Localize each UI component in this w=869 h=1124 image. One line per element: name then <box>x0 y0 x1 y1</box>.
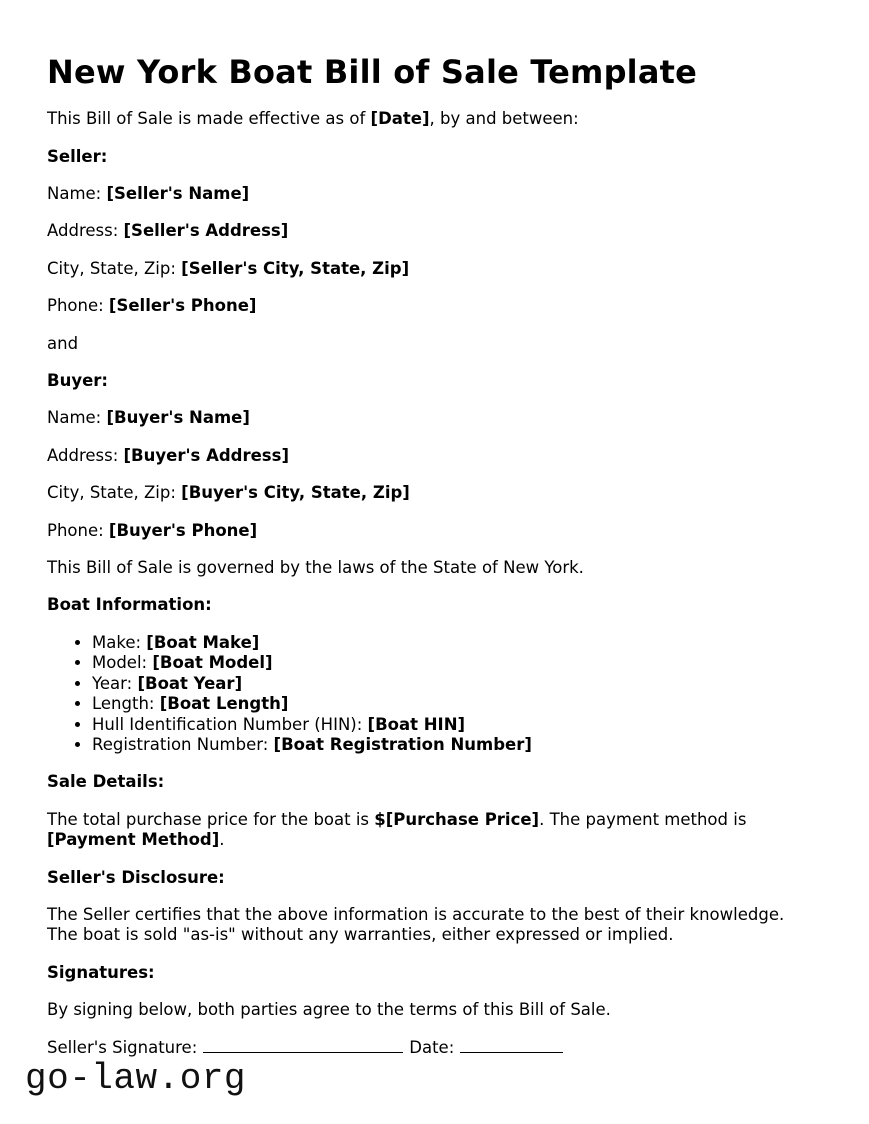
sellers-disclosure-heading: Seller's Disclosure: <box>47 867 225 887</box>
boat-registration-label: Registration Number: <box>92 734 274 754</box>
connector-text: and <box>47 333 79 353</box>
boat-year-placeholder: [Boat Year] <box>137 673 243 693</box>
sellers-disclosure-paragraph <box>47 905 823 946</box>
page-title: New York Boat Bill of Sale Template <box>47 53 698 91</box>
buyer-phone-placeholder: [Buyer's Phone] <box>108 520 258 540</box>
seller-address-label: Address: <box>47 221 124 241</box>
sale-details-pre: The total purchase price for the boat is <box>47 809 375 829</box>
boat-hin-item <box>92 715 823 735</box>
buyer-address-label: Address: <box>47 445 124 465</box>
sale-details-mid: . The payment method is <box>539 809 747 829</box>
seller-city-state-zip-label: City, State, Zip: <box>47 258 182 278</box>
boat-length-placeholder: [Boat Length] <box>159 694 289 714</box>
boat-year-label: Year: <box>92 673 138 693</box>
boat-model-label: Model: <box>92 653 153 673</box>
seller-name-label: Name: <box>47 184 107 203</box>
seller-name-row <box>47 184 823 204</box>
boat-information-list <box>47 633 823 755</box>
buyer-city-state-zip-row <box>47 483 823 503</box>
signature-date-label: Date: <box>409 1037 455 1057</box>
boat-length-item <box>92 694 823 714</box>
buyer-address-placeholder: [Buyer's Address] <box>123 445 289 465</box>
boat-information-heading: Boat Information: <box>47 595 212 615</box>
boat-hin-label: Hull Identification Number (HIN): <box>92 714 368 734</box>
seller-city-state-zip-row <box>47 259 823 279</box>
intro-post: , by and between: <box>429 109 579 129</box>
seller-signature-line <box>203 1039 403 1053</box>
buyer-name-label: Name: <box>47 408 107 428</box>
buyer-city-state-zip-placeholder: [Buyer's City, State, Zip] <box>181 483 410 503</box>
seller-city-state-zip-placeholder: [Seller's City, State, Zip] <box>181 258 410 278</box>
seller-phone-label: Phone: <box>47 296 109 316</box>
sale-details-post: . <box>219 830 225 850</box>
date-placeholder: [Date] <box>370 109 430 129</box>
seller-name-placeholder: [Seller's Name] <box>106 184 250 203</box>
boat-make-placeholder: [Boat Make] <box>146 632 260 652</box>
watermark-text: go-law.org <box>25 1058 247 1099</box>
boat-make-label: Make: <box>92 632 147 652</box>
buyer-phone-row <box>47 521 823 541</box>
boat-registration-placeholder: [Boat Registration Number] <box>273 734 532 754</box>
sale-details-heading: Sale Details: <box>47 772 165 792</box>
seller-heading: Seller: <box>47 146 108 166</box>
signature-date-line <box>460 1039 563 1053</box>
payment-method-placeholder: [Payment Method] <box>47 830 220 850</box>
boat-model-placeholder: [Boat Model] <box>152 653 273 673</box>
buyer-name-placeholder: [Buyer's Name] <box>106 408 250 428</box>
disclosure-line2: The boat is sold "as-is" without any warranties, either expressed or implied. <box>47 925 674 945</box>
boat-hin-placeholder: [Boat HIN] <box>367 714 466 734</box>
disclosure-line1: The Seller certifies that the above information is accurate to the best of their knowledge. <box>47 904 785 924</box>
purchase-price-placeholder: $[Purchase Price] <box>374 809 540 829</box>
seller-phone-placeholder: [Seller's Phone] <box>108 296 257 316</box>
seller-phone-row <box>47 296 823 316</box>
governing-law-paragraph: This Bill of Sale is governed by the laws of the State of New York. <box>47 558 584 578</box>
intro-paragraph <box>47 109 823 129</box>
signatures-agreement-paragraph: By signing below, both parties agree to the terms of this Bill of Sale. <box>47 1000 611 1020</box>
buyer-heading: Buyer: <box>47 371 109 391</box>
sale-details-paragraph <box>47 810 823 851</box>
buyer-phone-label: Phone: <box>47 520 109 540</box>
buyer-address-row <box>47 446 823 466</box>
seller-signature-label: Seller's Signature: <box>47 1037 198 1057</box>
boat-make-item <box>92 633 823 653</box>
boat-registration-item <box>92 735 823 755</box>
buyer-city-state-zip-label: City, State, Zip: <box>47 483 182 503</box>
intro-pre: This Bill of Sale is made effective as of <box>47 109 371 129</box>
seller-address-placeholder: [Seller's Address] <box>123 221 289 241</box>
signatures-heading: Signatures: <box>47 962 155 982</box>
buyer-name-row <box>47 408 823 428</box>
signature-row <box>47 1038 823 1058</box>
boat-length-label: Length: <box>92 694 160 714</box>
seller-address-row <box>47 221 823 241</box>
boat-year-item <box>92 674 823 694</box>
boat-model-item <box>92 653 823 673</box>
